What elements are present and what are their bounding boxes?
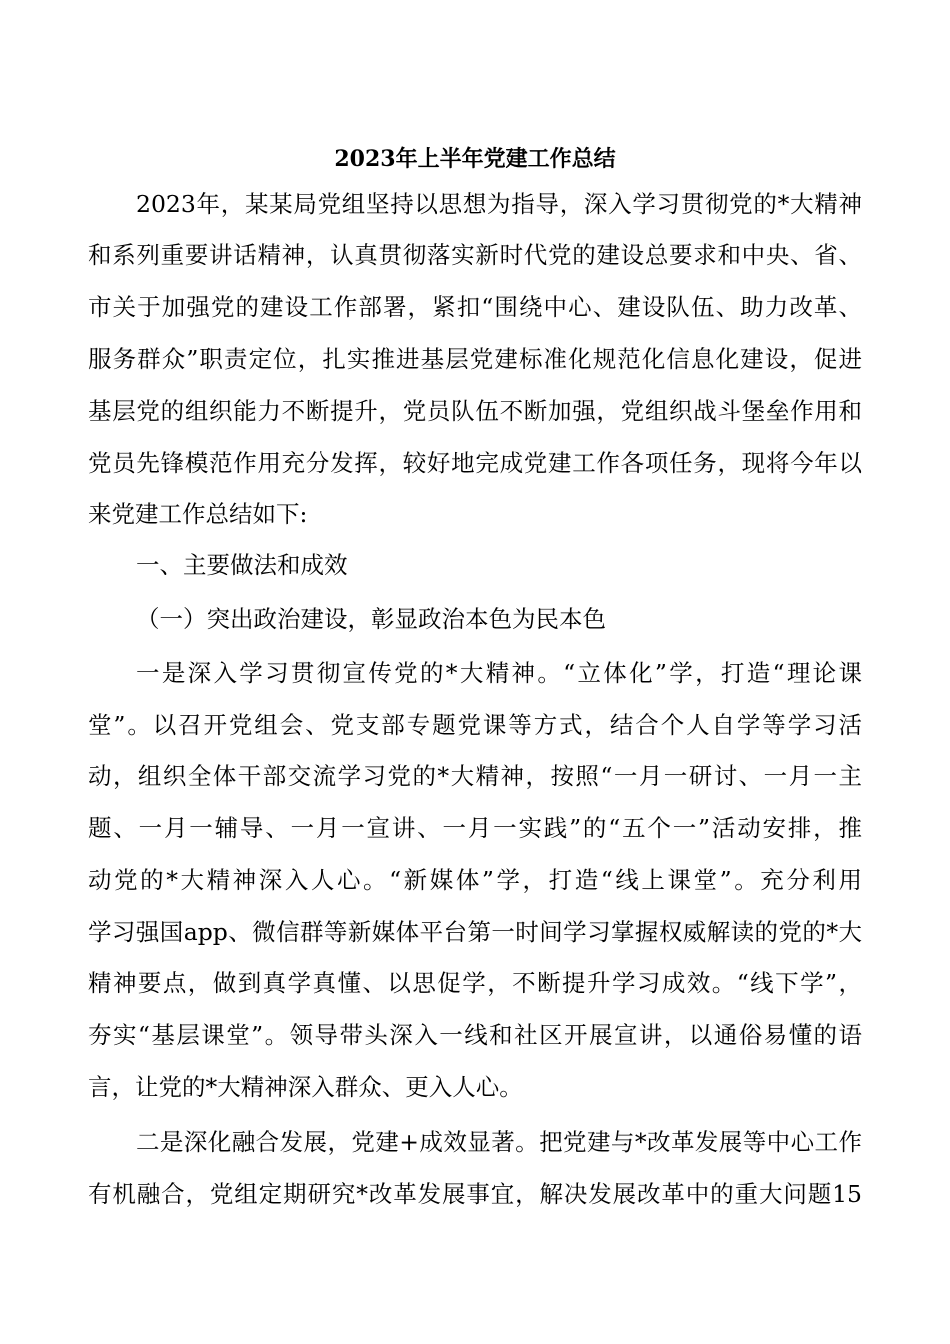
- document-title: 2023年上半年党建工作总结: [334, 146, 616, 172]
- paragraph-1-line-8: 夯实“基层课堂”。领导带头深入一线和社区开展宣讲，以通俗易懂的语: [88, 1021, 862, 1049]
- section-heading-1: 一、主要做法和成效: [136, 551, 348, 579]
- paragraph-1-line-2: 堂”。以召开党组会、党支部专题党课等方式，结合个人自学等学习活: [88, 711, 862, 739]
- paragraph-1-line-9: 言，让党的*大精神深入群众、更入人心。: [88, 1073, 523, 1101]
- paragraph-1-line-5: 动党的*大精神深入人心。“新媒体”学，打造“线上课堂”。充分利用: [88, 866, 862, 894]
- paragraph-1-line-1: 一是深入学习贯彻宣传党的*大精神。“立体化”学，打造“理论课: [136, 659, 862, 687]
- paragraph-intro-line-7: 来党建工作总结如下:: [88, 500, 308, 528]
- paragraph-intro-line-4: 服务群众”职责定位，扎实推进基层党建标准化规范化信息化建设，促进: [88, 345, 862, 373]
- paragraph-1-line-7: 精神要点，做到真学真懂、以思促学，不断提升学习成效。“线下学”，: [88, 969, 862, 997]
- paragraph-intro-line-2: 和系列重要讲话精神，认真贯彻落实新时代党的建设总要求和中央、省、: [88, 241, 862, 269]
- paragraph-2-line-2: 有机融合，党组定期研究*改革发展事宜，解决发展改革中的重大问题15: [88, 1180, 862, 1208]
- paragraph-1-line-4: 题、一月一辅导、一月一宣讲、一月一实践”的“五个一”活动安排，推: [88, 814, 862, 842]
- paragraph-1-line-6: 学习强国app、微信群等新媒体平台第一时间学习掌握权威解读的党的*大: [88, 918, 862, 946]
- paragraph-1-line-3: 动，组织全体干部交流学习党的*大精神，按照“一月一研讨、一月一主: [88, 762, 862, 790]
- paragraph-intro-line-6: 党员先锋模范作用充分发挥，较好地完成党建工作各项任务，现将今年以: [88, 449, 862, 477]
- paragraph-2-line-1: 二是深化融合发展，党建+成效显著。把党建与*改革发展等中心工作: [136, 1128, 862, 1156]
- paragraph-intro-line-3: 市关于加强党的建设工作部署，紧扣“围绕中心、建设队伍、助力改革、: [88, 293, 862, 321]
- paragraph-intro-line-5: 基层党的组织能力不断提升，党员队伍不断加强，党组织战斗堡垒作用和: [88, 397, 862, 425]
- subsection-heading-1: （一）突出政治建设，彰显政治本色为民本色: [136, 605, 606, 633]
- paragraph-intro-line-1: 2023年，某某局党组坚持以思想为指导，深入学习贯彻党的*大精神: [136, 190, 862, 218]
